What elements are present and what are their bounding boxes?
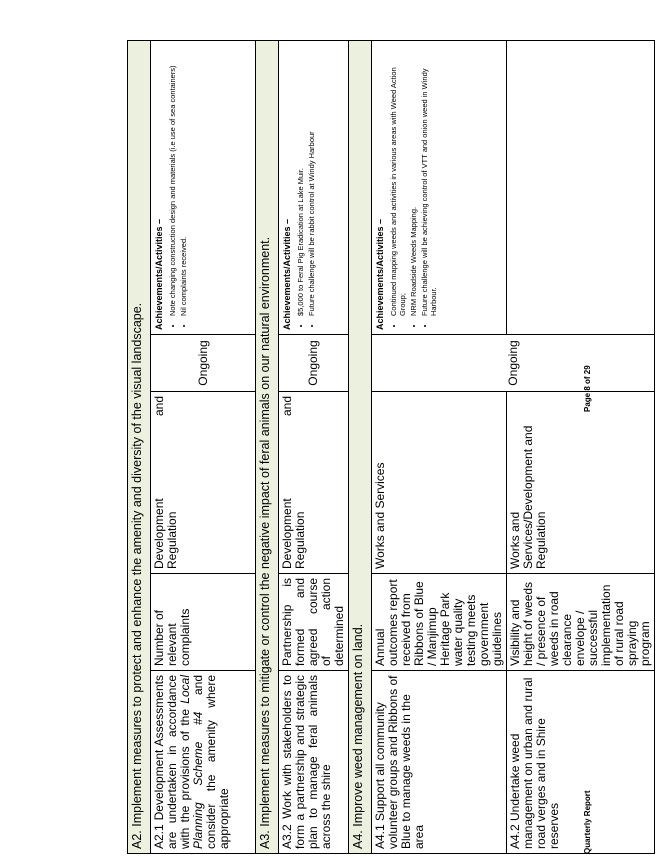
table-row-a3-2 [279, 41, 349, 854]
list-item: • Note changing construction design and materials (i.e use of sea containers) [168, 45, 177, 316]
timeframe-cell: Ongoing [372, 335, 655, 392]
action-cell [151, 671, 256, 854]
section-heading-a3: A3. Implement measures to mitigate or control the negative impact of feral animals on our natural environment. [256, 41, 279, 854]
measure-cell: Annual outcomes report received from Ribbons of Blue / Manjimup Heritage Park water quality testing meets government guidelines [372, 574, 507, 671]
responsibility-text-2: Regulation [165, 511, 179, 569]
action-cell: A4.1 Support all community volunteer groups and Ribbons of Blue to manage weeds in the area [372, 671, 507, 854]
action-cell: A4.2 Undertake weed management on urban and rural road verges and in Shire reserves [507, 671, 655, 854]
list-item: • Nil complaints received. [179, 45, 188, 316]
achievements-heading: Achievements/Activities – [375, 218, 385, 330]
table-row-a4-1 [372, 41, 507, 854]
measure-cell: Partnership is formed and agreed course of action determined [279, 574, 349, 671]
action-cell: A3.2 Work with stakeholders to form a partnership and strategic plan to manage feral animals across the shire [279, 671, 349, 854]
achievements-cell [372, 41, 507, 335]
section-row-a3 [256, 41, 279, 854]
responsibility-cell: Works and Services [372, 392, 507, 574]
table-row-a4-2 [507, 41, 655, 854]
measure-cell: Number of relevant complaints [151, 574, 256, 671]
action-text: A2.1 Development Assessments are undertaken in accordance with the provisions of the [152, 675, 192, 849]
achievements-cell [279, 41, 349, 335]
list-item: • Future challenge will be achieving control of VTT and onion weed in Windy Harbour. [420, 45, 438, 316]
table-row-a2-1 [151, 41, 256, 854]
responsibility-and: and [152, 396, 166, 417]
achievements-cell [151, 41, 256, 335]
action-text-end: and consider the amenity where appropriate [191, 675, 231, 849]
achievements-list [389, 45, 438, 330]
page-number: Page 8 of 29 [583, 365, 592, 412]
responsibility-cell [151, 392, 256, 574]
responsibility-text-2: Regulation [293, 511, 307, 569]
achievements-cell [507, 41, 655, 335]
achievements-list [296, 45, 316, 330]
achievements-heading: Achievements/Activities – [282, 218, 292, 330]
responsibility-cell [279, 392, 349, 574]
responsibility-text: Development [152, 498, 166, 569]
section-row-a4 [349, 41, 372, 854]
report-title: Quarterly Report [583, 790, 592, 854]
list-item: • $5,000 to Feral Pig Eradication at Lake Muir. [296, 45, 305, 316]
timeframe-cell: Ongoing [151, 335, 256, 392]
responsibility-and: and [280, 396, 294, 417]
section-heading-a2: A2. Implement measures to protect and enhance the amenity and diversity of the visual landscape. [128, 41, 151, 854]
scheme-name: Local Planning Scheme #4 [178, 675, 205, 849]
achievements-heading: Achievements/Activities – [154, 218, 164, 330]
responsibility-text: Development [280, 498, 294, 569]
timeframe-cell: Ongoing [279, 335, 349, 392]
section-row-a2 [128, 41, 151, 854]
responsibility-cell: Works and Services/Development and Regulation [507, 392, 655, 574]
list-item: • Continued mapping weeds and activities in various areas with Weed Action Group; [389, 45, 407, 316]
list-item: • NRM Roadside Weeds Mapping. [409, 45, 418, 316]
action-plan-table [127, 40, 655, 854]
section-heading-a4: A4. Improve weed management on land. [349, 41, 372, 854]
list-item: • Future challenge will be rabbit control at Windy Harbour [307, 45, 316, 316]
measure-cell: Visibility and height of weeds / presence of weeds in road clearance envelope / successful implementation of rural road spraying program [507, 574, 655, 671]
achievements-list [168, 45, 188, 330]
